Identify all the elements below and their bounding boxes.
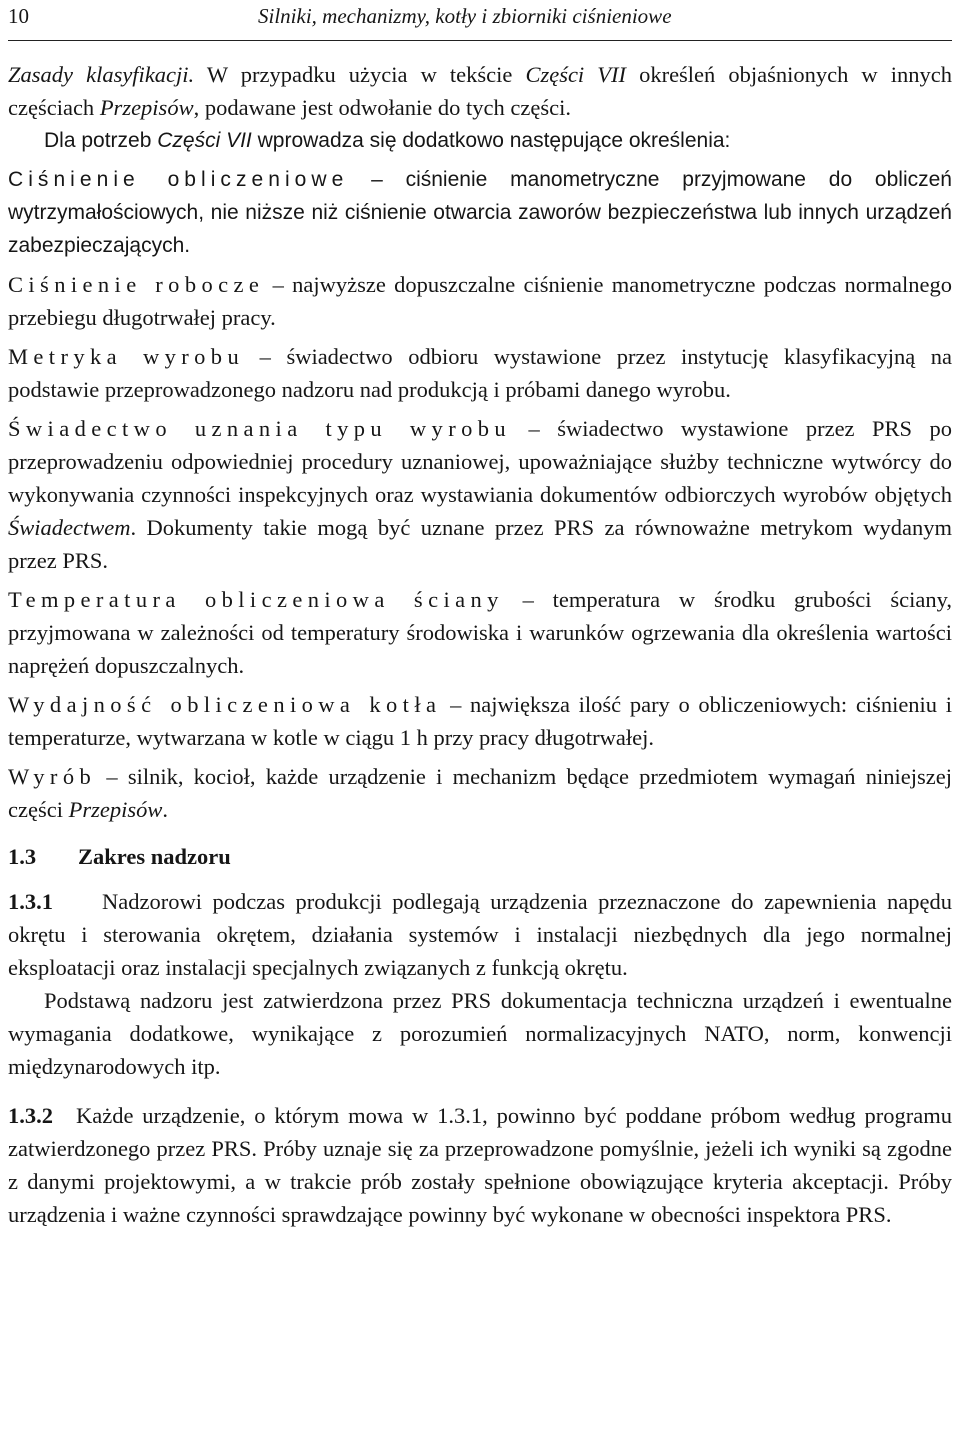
definition-italic: Przepisów (68, 797, 163, 822)
paragraph-text: Nadzorowi podczas produkcji podlegają urządzenia przeznaczone do zapewnienia napędu okrętu i sterowania okrętem, działania systemów i instalacji niezbędnych dla jego normalnej eksploatacji oraz instalacji specjalnych związanych z funkcją okrętu. (8, 889, 952, 980)
definition-term: Ciśnienie robocze (8, 272, 265, 297)
definition-term: Temperatura obliczeniowa ściany (8, 587, 504, 612)
definition-term: Ciśnienie obliczeniowe (8, 168, 349, 191)
intro-paragraph (8, 58, 952, 124)
intro-text: , podawane jest odwołanie do tych części. (193, 95, 571, 120)
definition-text: – największa ilość pary o obliczeniowych: ciśnieniu i temperaturze, wytwarzana w kotle w ciągu 1 h przy pracy długotrwałej. (8, 692, 952, 750)
intro-text: określeń objaśnionych w innych częściach (8, 62, 952, 120)
intro2-paragraph (8, 124, 952, 157)
definition-wyrob (8, 760, 952, 826)
definition-text: – świadectwo wystawione przez PRS po przeprowadzeniu odpowiedniej procedury uznaniowej, upoważniające służby techniczne wytwórcy do wykonywania czynności inspekcyjnych oraz wystawiania dokumentów odbiorczych wyrobów objętych (8, 416, 952, 507)
definition-text: – świadectwo odbioru wystawione przez instytucję klasyfikacyjną na podstawie przeprowadzonego nadzoru nad produkcją i próbami danego wyrobu. (8, 344, 952, 402)
page-body (8, 58, 952, 1231)
intro-italic: Części VII (525, 62, 626, 87)
definition-wydajnosc (8, 688, 952, 754)
definition-robocze (8, 268, 952, 334)
definition-italic: Świadectwem (8, 515, 131, 540)
paragraph-1-3-2 (8, 1099, 952, 1231)
page-number: 10 (8, 4, 29, 28)
definition-term: Wydajność obliczeniowa kotła (8, 692, 442, 717)
definition-metryka (8, 340, 952, 406)
definition-text: – najwyższe dopuszczalne ciśnienie manometryczne podczas normalnego przebiegu długotrwałej pracy. (8, 272, 952, 330)
paragraph-text: Podstawą nadzoru jest zatwierdzona przez PRS dokumentacja techniczna urządzeń i ewentualne wymagania dodatkowe, wynikające z porozumień normalizacyjnych NATO, norm, konwencji międzynarodowych itp. (8, 988, 952, 1079)
definition-text: – ciśnienie manometryczne przyjmowane do obliczeń wytrzymałościowych, nie niższe niż ciśnienie otwarcia zaworów bezpieczeństwa lub innych urządzeń zabezpieczających. (8, 168, 952, 257)
intro-text: W przypadku użycia w tekście (194, 62, 526, 87)
definition-text: . Dokumenty takie mogą być uznane przez PRS za równoważne metrykom wydanym przez PRS. (8, 515, 952, 573)
section-heading (8, 840, 952, 873)
definition-term: Metryka wyrobu (8, 344, 245, 369)
definition-temperatura (8, 583, 952, 682)
paragraph-1-3-1 (8, 885, 952, 984)
definition-term: Świadectwo uznania typu wyrobu (8, 416, 512, 441)
definition-term: Wyrób (8, 764, 97, 789)
intro2-italic: Części VII (157, 129, 252, 152)
definition-text: – temperatura w środku grubości ściany, przyjmowana w zależności od temperatury środowiska i warunków ogrzewania dla określenia wartości naprężeń dopuszczalnych. (8, 587, 952, 678)
section-title: Zakres nadzoru (78, 844, 231, 869)
section-number: 1.3 (8, 844, 37, 869)
intro2-text: wprowadza się dodatkowo następujące określenia: (251, 129, 731, 152)
definition-text: – silnik, kocioł, każde urządzenie i mechanizm będące przedmiotem wymagań niniejszej części (8, 764, 952, 822)
intro-italic: Przepisów (99, 95, 194, 120)
subsection-number: 1.3.2 (8, 1103, 53, 1128)
paragraph-1-3-1-continued (8, 984, 952, 1083)
subsection-number: 1.3.1 (8, 889, 53, 914)
definition-swiadectwo (8, 412, 952, 577)
intro-italic: Zasady klasyfikacji. (8, 62, 195, 87)
paragraph-text: Każde urządzenie, o którym mowa w 1.3.1, powinno być poddane próbom według programu zatwierdzonego przez PRS. Próby uznaje się za przeprowadzone pomyślnie, jeżeli ich wyniki są zgodne z danymi projektowymi, a w trakcie prób zostały spełnione obowiązujące kryteria akceptacji. Próby urządzenia i ważne czynności sprawdzające powinny być wykonane w obecności inspektora PRS. (8, 1103, 952, 1227)
definition-text: . (162, 797, 168, 822)
running-title: Silniki, mechanizmy, kotły i zbiorniki ciśnieniowe (258, 4, 672, 28)
definition-obliczeniowe (8, 163, 952, 262)
intro2-text: Dla potrzeb (44, 129, 158, 152)
page-header (8, 0, 952, 41)
